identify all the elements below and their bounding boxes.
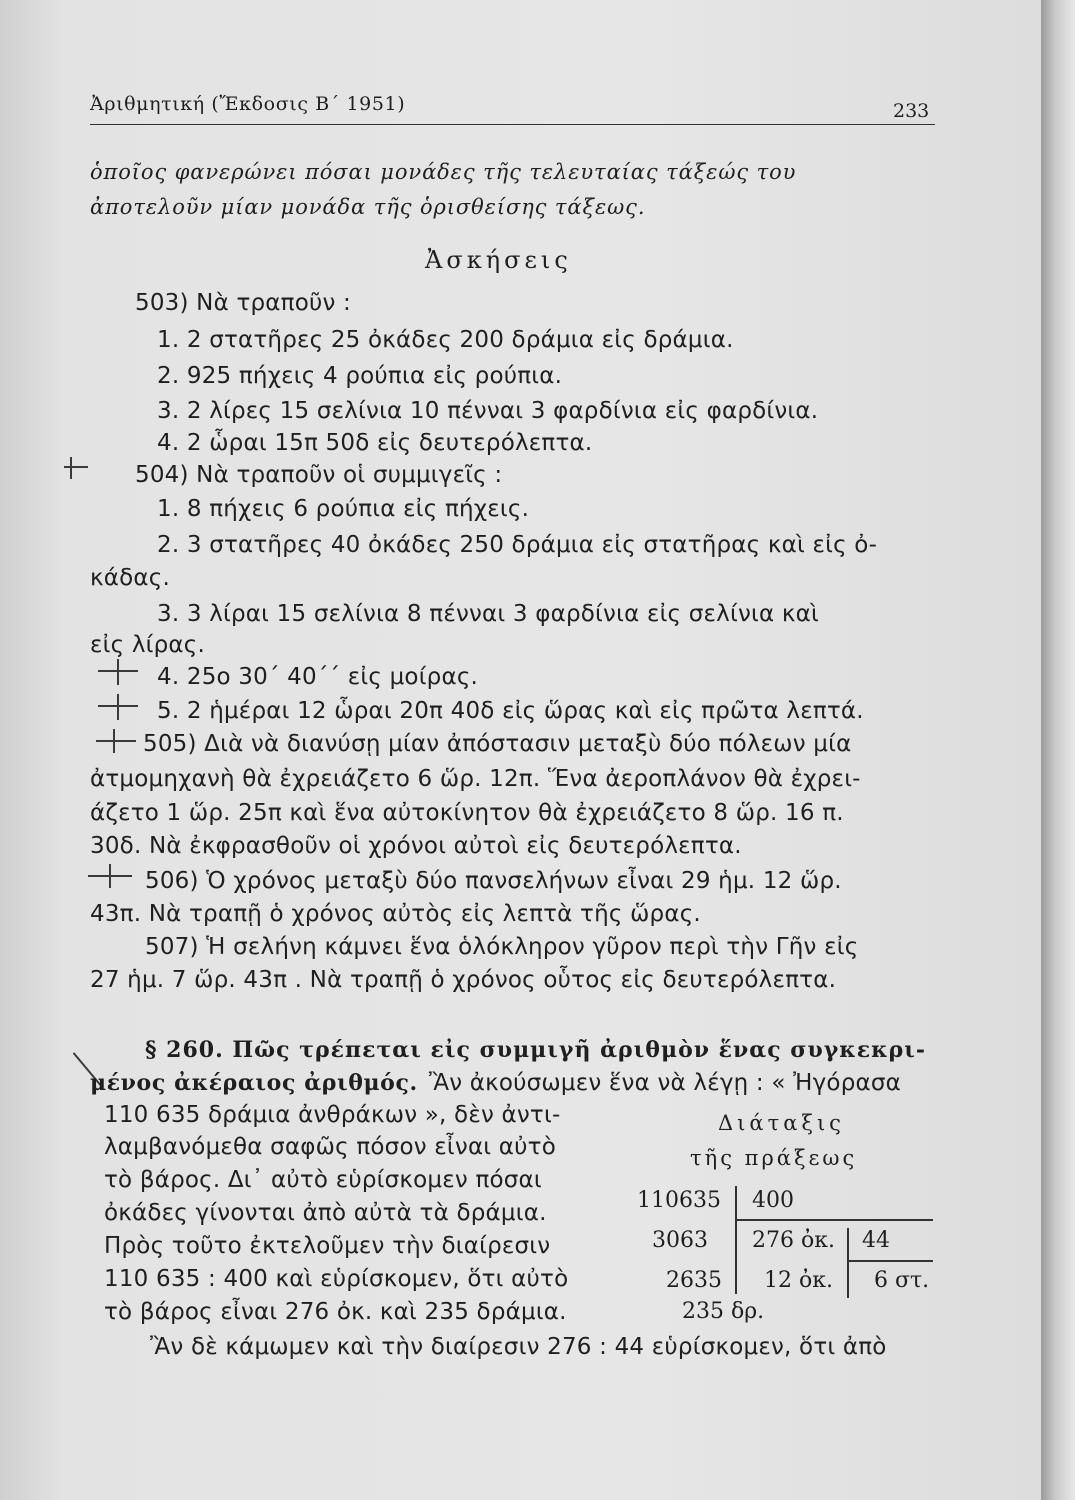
exercise-505-title: 505) Διὰ νὰ διανύσῃ μίαν ἀπόστασιν μεταξὺ δύο πόλεων μία — [143, 731, 852, 757]
section-260-text: 110 635 : 400 καὶ εὑρίσκομεν, ὅτι αὐτὸ — [104, 1266, 569, 1292]
division-quotient: 276 ὀκ. — [752, 1228, 835, 1253]
section-260-text: 110 635 δράμια ἀνθράκων », δὲν ἀντι- — [104, 1102, 561, 1128]
page-number: 233 — [893, 100, 930, 122]
division-partial: 3063 — [652, 1228, 708, 1253]
section-260-text: Πρὸς τοῦτο ἐκτελοῦμεν τὴν διαίρεσιν — [104, 1233, 551, 1259]
exercise-item: 2. 925 πήχεις 4 ρούπια εἰς ρούπια. — [157, 363, 563, 389]
running-header-title: Ἀριθμητική (Ἔκδοσις Β΄ 1951) — [90, 93, 406, 115]
pencil-mark — [64, 466, 88, 468]
section-260-text: ὀκάδες γίνονται ἀπὸ αὐτὰ τὰ δράμια. — [104, 1200, 547, 1226]
division-divisor: 400 — [752, 1188, 794, 1213]
exercise-505-line: ἀτμομηχανὴ θὰ ἐχρειάζετο 6 ὥρ. 12π. Ἕνα ἀεροπλάνον θὰ ἐχρει- — [90, 766, 861, 792]
division-horizontal-rule — [847, 1260, 933, 1262]
exercise-item: 1. 8 πήχεις 6 ρούπια εἰς πήχεις. — [157, 496, 530, 522]
header-rule — [90, 124, 935, 125]
exercise-505-line: άζετο 1 ὥρ. 25π καὶ ἕνα αὐτοκίνητον θὰ ἐχρειάζετο 8 ὥρ. 16 π. — [90, 800, 844, 826]
pencil-mark — [70, 457, 72, 479]
exercise-item: 5. 2 ἡμέραι 12 ὧραι 20π 40δ εἰς ὥρας καὶ εἰς πρῶτα λεπτά. — [157, 698, 864, 724]
exercise-item: 3. 3 λίραι 15 σελίνια 8 πένναι 3 φαρδίνια εἰς σελίνια καὶ — [157, 601, 819, 627]
division-layout-title: Διάταξις — [718, 1111, 845, 1135]
division-dividend: 110635 — [637, 1188, 721, 1213]
pencil-mark — [117, 694, 119, 720]
exercise-item: 4. 2 ὧραι 15π 50δ εἰς δευτερόλεπτα. — [157, 430, 593, 456]
section-260-text: λαμβανόμεθα σαφῶς πόσον εἶναι αὐτὸ — [104, 1134, 556, 1160]
section-260-text: Ἂν δὲ κάμωμεν καὶ τὴν διαίρεσιν 276 : 44 εὑρίσκομεν, ὅτι ἀπὸ — [150, 1334, 887, 1360]
exercise-item: 2. 3 στατῆρες 40 ὀκάδες 250 δράμια εἰς στατῆρας καὶ εἰς ὀ- — [157, 532, 878, 558]
division-second-quotient: 6 στ. — [874, 1268, 930, 1293]
division-layout-subtitle: τῆς πράξεως — [690, 1146, 858, 1170]
exercise-item: 1. 2 στατῆρες 25 ὀκάδες 200 δράμια εἰς δράμια. — [157, 327, 734, 353]
exercise-504-title: 504) Νὰ τραποῦν οἱ συμμιγεῖς : — [135, 462, 503, 488]
intro-line: ἀποτελοῦν μίαν μονάδα τῆς ὁρισθείσης τάξεως. — [90, 195, 646, 219]
section-260-heading-cont: μένος ἀκέραιος ἀριθμός. — [90, 1070, 418, 1096]
intro-line: ὁποῖος φανερώνει πόσαι μονάδες τῆς τελευταίας τάξεώς του — [90, 160, 797, 184]
section-260-text: Ἂν ἀκούσωμεν ἕνα νὰ λέγῃ : « Ἠγόρασα — [428, 1070, 901, 1096]
division-second-divisor: 44 — [862, 1228, 890, 1253]
exercises-heading: Ἀσκήσεις — [425, 246, 572, 274]
exercise-item-continuation: εἰς λίρας. — [90, 632, 205, 658]
section-260-text: τὸ βάρος. Δι᾽ αὐτὸ εὑρίσκομεν πόσαι — [104, 1167, 542, 1193]
exercise-item: 4. 25ο 30΄ 40΄΄ εἰς μοίρας. — [157, 664, 479, 690]
page-edge-shadow — [1041, 0, 1075, 1500]
exercise-507-line: 27 ἡμ. 7 ὥρ. 43π . Νὰ τραπῇ ὁ χρόνος οὗτος εἰς δευτερόλεπτα. — [90, 967, 837, 993]
exercise-item: 3. 2 λίρες 15 σελίνια 10 πένναι 3 φαρδίνια εἰς φαρδίνια. — [157, 398, 819, 424]
exercise-507-title: 507) Ἡ σελήνη κάμνει ἕνα ὁλόκληρον γῦρον περὶ τὴν Γῆν εἰς — [145, 934, 859, 960]
division-final-remainder: 235 δρ. — [682, 1299, 765, 1324]
division-horizontal-rule — [735, 1219, 933, 1221]
exercise-505-line: 30δ. Νὰ ἐκφρασθοῦν οἱ χρόνοι αὐτοὶ εἰς δευτερόλεπτα. — [90, 833, 742, 859]
pencil-mark — [96, 740, 136, 742]
pencil-mark — [113, 729, 115, 753]
section-260-text: τὸ βάρος εἶναι 276 ὀκ. καὶ 235 δράμια. — [104, 1299, 567, 1325]
exercise-503-title: 503) Νὰ τραποῦν : — [135, 290, 352, 316]
pencil-mark — [117, 659, 119, 685]
division-remainder: 12 ὀκ. — [764, 1268, 833, 1293]
exercise-506-line: 43π. Νὰ τραπῇ ὁ χρόνος αὐτὸς εἰς λεπτὰ τῆς ὥρας. — [90, 901, 701, 927]
pencil-mark — [109, 864, 111, 888]
exercise-item-continuation: κάδας. — [90, 565, 170, 591]
division-vertical-rule — [735, 1186, 737, 1294]
section-260-line2 — [90, 1070, 901, 1096]
division-partial: 2635 — [666, 1268, 722, 1293]
division-vertical-rule — [847, 1228, 849, 1298]
section-260-heading: § 260. Πῶς τρέπεται εἰς συμμιγῆ ἀριθμὸν ἕνας συγκεκρι- — [145, 1037, 927, 1063]
exercise-506-title: 506) Ὁ χρόνος μεταξὺ δύο πανσελήνων εἶναι 29 ἡμ. 12 ὥρ. — [145, 868, 842, 894]
